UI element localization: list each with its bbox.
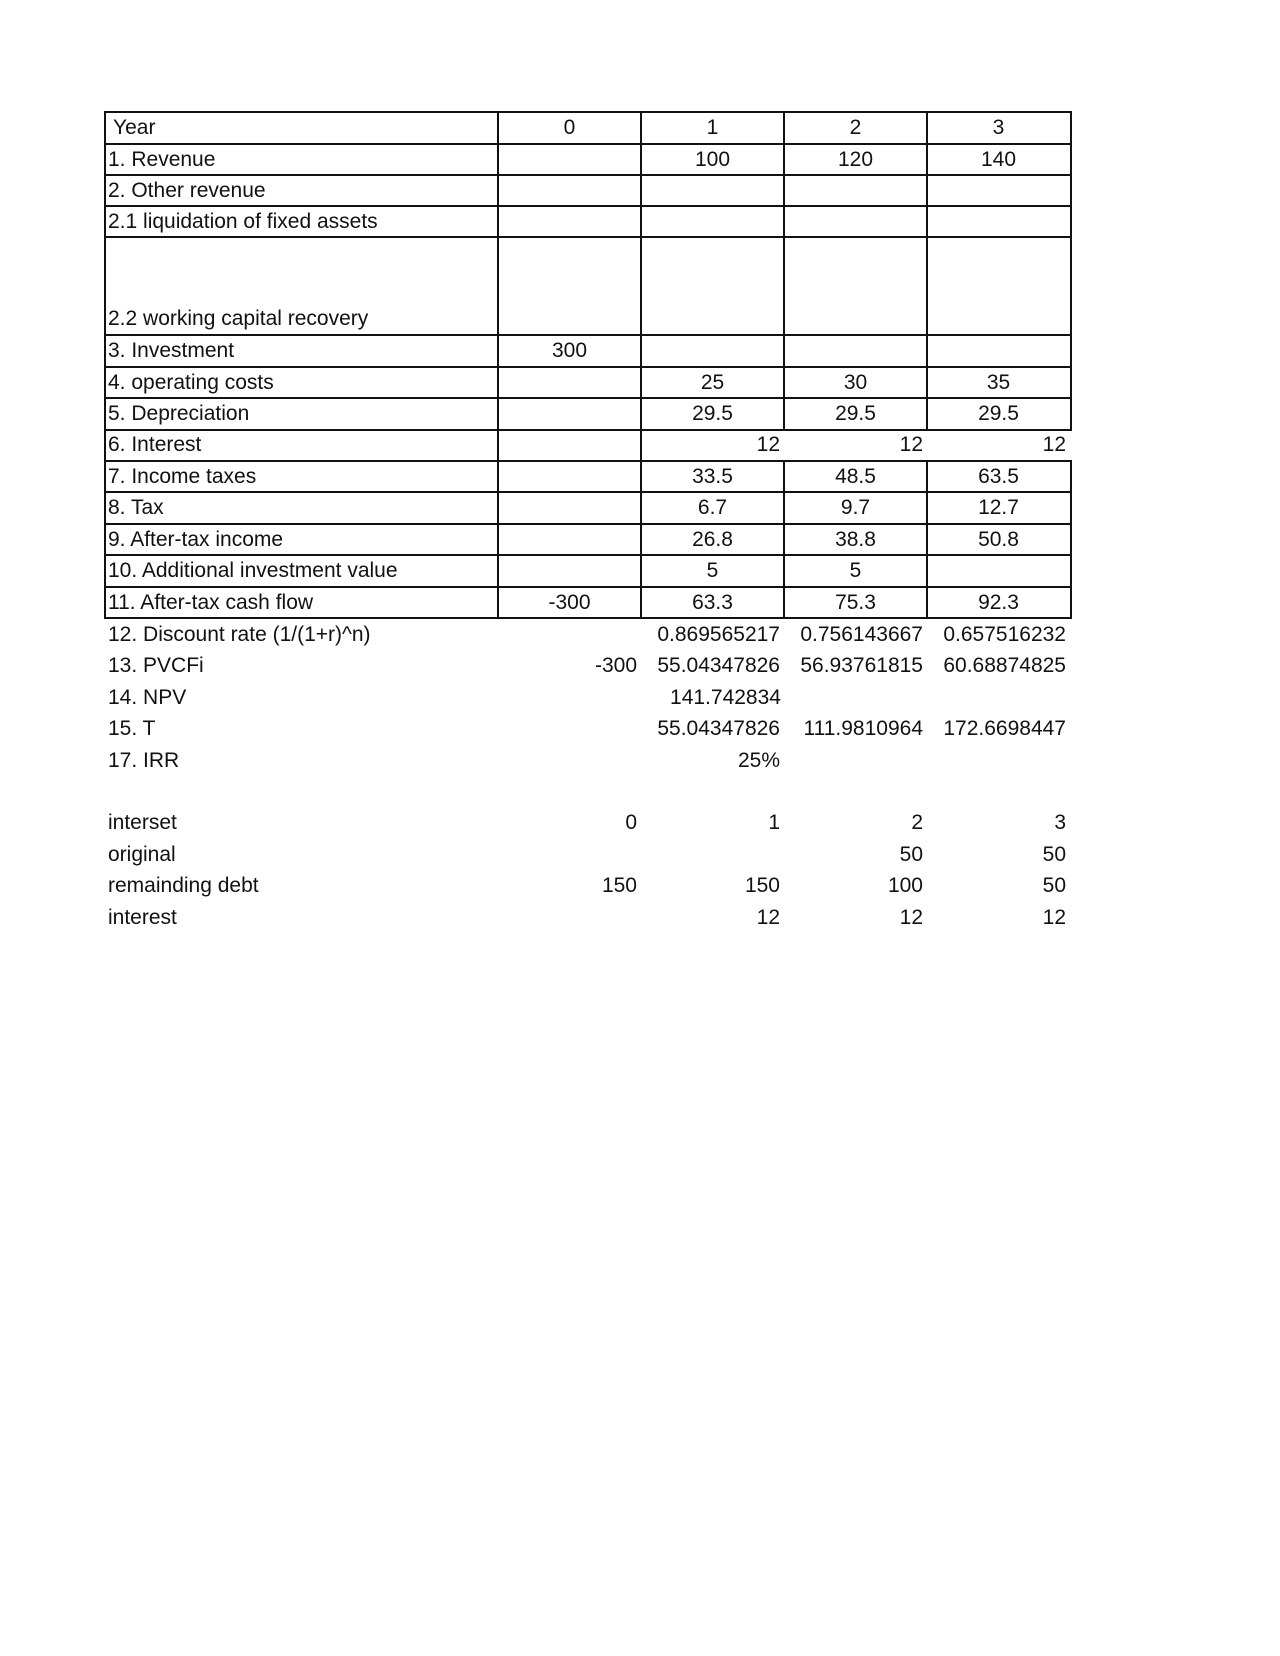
table-cell: 92.3 [978,591,1019,614]
row-label-investment: 3. Investment [108,339,235,362]
table-cell: 120 [837,148,874,171]
analysis-cell: 111.9810964 [803,717,923,740]
row-label-liquidation: 2.1 liquidation of fixed assets [108,210,378,233]
debt-label-interest: interest [108,906,177,929]
analysis-cell: 55.04347826 [657,654,780,677]
header-year-label: Year [113,116,156,139]
table-cell: 6.7 [697,496,728,519]
table-cell: 50.8 [978,528,1019,551]
table-cell: 29.5 [835,402,876,425]
table-cell: 33.5 [692,465,733,488]
header-year-2: 2 [849,116,862,139]
analysis-label-t: 15. T [108,717,156,740]
col-divider [1070,429,1072,460]
table-cell: 100 [694,148,731,171]
analysis-label-npv: 14. NPV [108,686,187,709]
debt-cell: 150 [744,874,780,897]
row-label-other-revenue: 2. Other revenue [108,179,266,202]
debt-cell: 150 [601,874,637,897]
debt-cell: 2 [911,811,923,834]
debt-label-remaining: remainding debt [108,874,259,897]
header-year-3: 3 [992,116,1005,139]
table-cell: 140 [980,148,1017,171]
header-year-0: 0 [563,116,576,139]
table-cell: 12 [899,433,923,456]
table-cell: 9.7 [840,496,871,519]
analysis-cell: 0.869565217 [657,623,780,646]
row-divider [104,236,1072,238]
analysis-cell: 56.93761815 [800,654,923,677]
table-cell: 5 [706,559,719,582]
analysis-cell: 0.756143667 [800,623,923,646]
debt-label-interset: interset [108,811,177,834]
row-label-tax: 8. Tax [108,496,164,519]
analysis-label-pvcfi: 13. PVCFi [108,654,204,677]
table-cell: 5 [849,559,862,582]
table-cell: 300 [551,339,588,362]
header-year-1: 1 [706,116,719,139]
debt-cell: 100 [887,874,923,897]
row-label-revenue: 1. Revenue [108,148,216,171]
analysis-cell: 55.04347826 [657,717,780,740]
debt-label-original: original [108,843,176,866]
table-cell: 25 [700,371,725,394]
analysis-cell: 172.6698447 [943,717,1066,740]
debt-cell: 1 [768,811,780,834]
debt-cell: 12 [899,906,923,929]
table-cell: 12.7 [978,496,1019,519]
row-label-income-taxes: 7. Income taxes [108,465,257,488]
table-cell: 75.3 [835,591,876,614]
debt-cell: 12 [756,906,780,929]
row-label-working-capital: 2.2 working capital recovery [108,307,369,330]
table-cell [498,145,641,174]
row-label-after-tax-cash-flow: 11. After-tax cash flow [108,591,314,614]
table-cell: 63.3 [692,591,733,614]
debt-cell: 3 [1054,811,1066,834]
debt-cell: 12 [1042,906,1066,929]
analysis-cell: -300 [594,654,637,677]
analysis-label-irr: 17. IRR [108,749,180,772]
table-cell: 48.5 [835,465,876,488]
analysis-cell: 0.657516232 [943,623,1066,646]
debt-cell: 0 [625,811,637,834]
table-cell: 12 [1042,433,1066,456]
table-cell: 30 [843,371,868,394]
table-cell: 12 [756,433,780,456]
table-cell: -300 [548,591,591,614]
analysis-cell: 141.742834 [670,686,781,709]
table-cell: 38.8 [835,528,876,551]
analysis-label-discount-rate: 12. Discount rate (1/(1+r)^n) [108,623,371,646]
row-label-after-tax-income: 9. After-tax income [108,528,284,551]
table-cell: 29.5 [692,402,733,425]
row-label-additional-investment: 10. Additional investment value [108,559,398,582]
table-cell: 63.5 [978,465,1019,488]
table-cell: 35 [986,371,1011,394]
debt-cell: 50 [1042,843,1066,866]
table-cell: 29.5 [978,402,1019,425]
row-label-interest: 6. Interest [108,433,202,456]
debt-cell: 50 [899,843,923,866]
row-label-operating-costs: 4. operating costs [108,371,274,394]
analysis-cell: 25% [737,749,780,772]
analysis-cell: 60.68874825 [943,654,1066,677]
debt-cell: 50 [1042,874,1066,897]
row-label-depreciation: 5. Depreciation [108,402,250,425]
table-cell: 26.8 [692,528,733,551]
